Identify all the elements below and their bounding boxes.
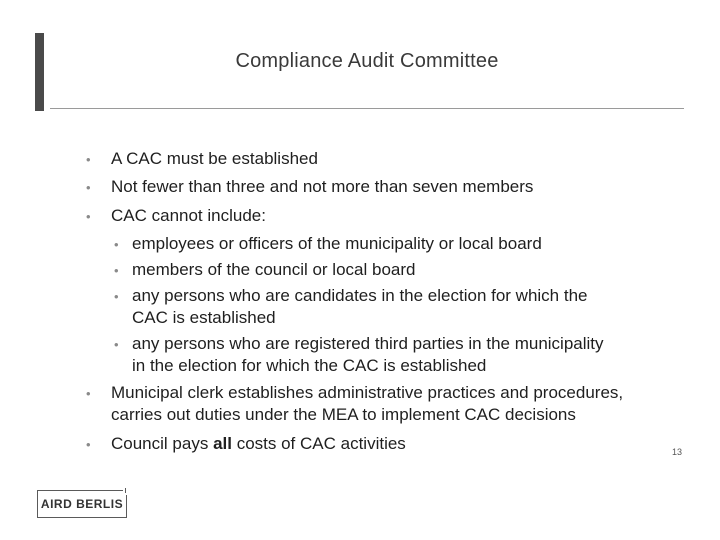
aird-berlis-logo [37, 490, 129, 520]
sub-bullet-candidates: any persons who are candidates in the election for which the [132, 286, 588, 305]
council-pays-text-end: costs of CAC activities [231, 434, 406, 453]
bullet-municipal-clerk: Municipal clerk establishes administrative practices and procedures, [111, 383, 624, 402]
sub-bullet-council-members: members of the council or local board [132, 260, 416, 279]
council-pays-emphasis: all [213, 434, 232, 453]
sub-bullet-dot: • [114, 237, 119, 252]
title-accent-bar [35, 33, 44, 111]
slide-title: Compliance Audit Committee [235, 50, 499, 72]
title-divider [50, 108, 684, 109]
bullet-cac-cannot-include: CAC cannot include: [111, 206, 266, 225]
bullet-municipal-clerk-cont: carries out duties under the MEA to implement CAC decisions [111, 405, 576, 424]
bullet-council-pays [111, 432, 406, 456]
sub-bullet-dot: • [114, 337, 119, 352]
bullet-dot: • [86, 180, 91, 195]
logo-wordmark: AIRD BERLIS [40, 497, 124, 511]
sub-bullet-dot: • [114, 289, 119, 304]
bullet-dot: • [86, 386, 91, 401]
sub-bullet-third-parties-cont: in the election for which the CAC is established [132, 356, 487, 375]
bullet-dot: • [86, 437, 91, 452]
bullet-member-count: Not fewer than three and not more than seven members [111, 177, 534, 196]
sub-bullet-third-parties: any persons who are registered third parties in the municipality [132, 334, 604, 353]
council-pays-text: Council pays [111, 434, 214, 453]
bullet-cac-established: A CAC must be established [111, 149, 318, 168]
bullet-dot: • [86, 152, 91, 167]
sub-bullet-candidates-cont: CAC is established [132, 308, 276, 327]
bullet-dot: • [86, 209, 91, 224]
page-number: 13 [672, 447, 683, 457]
sub-bullet-employees: employees or officers of the municipality or local board [132, 234, 542, 253]
sub-bullet-dot: • [114, 263, 119, 278]
